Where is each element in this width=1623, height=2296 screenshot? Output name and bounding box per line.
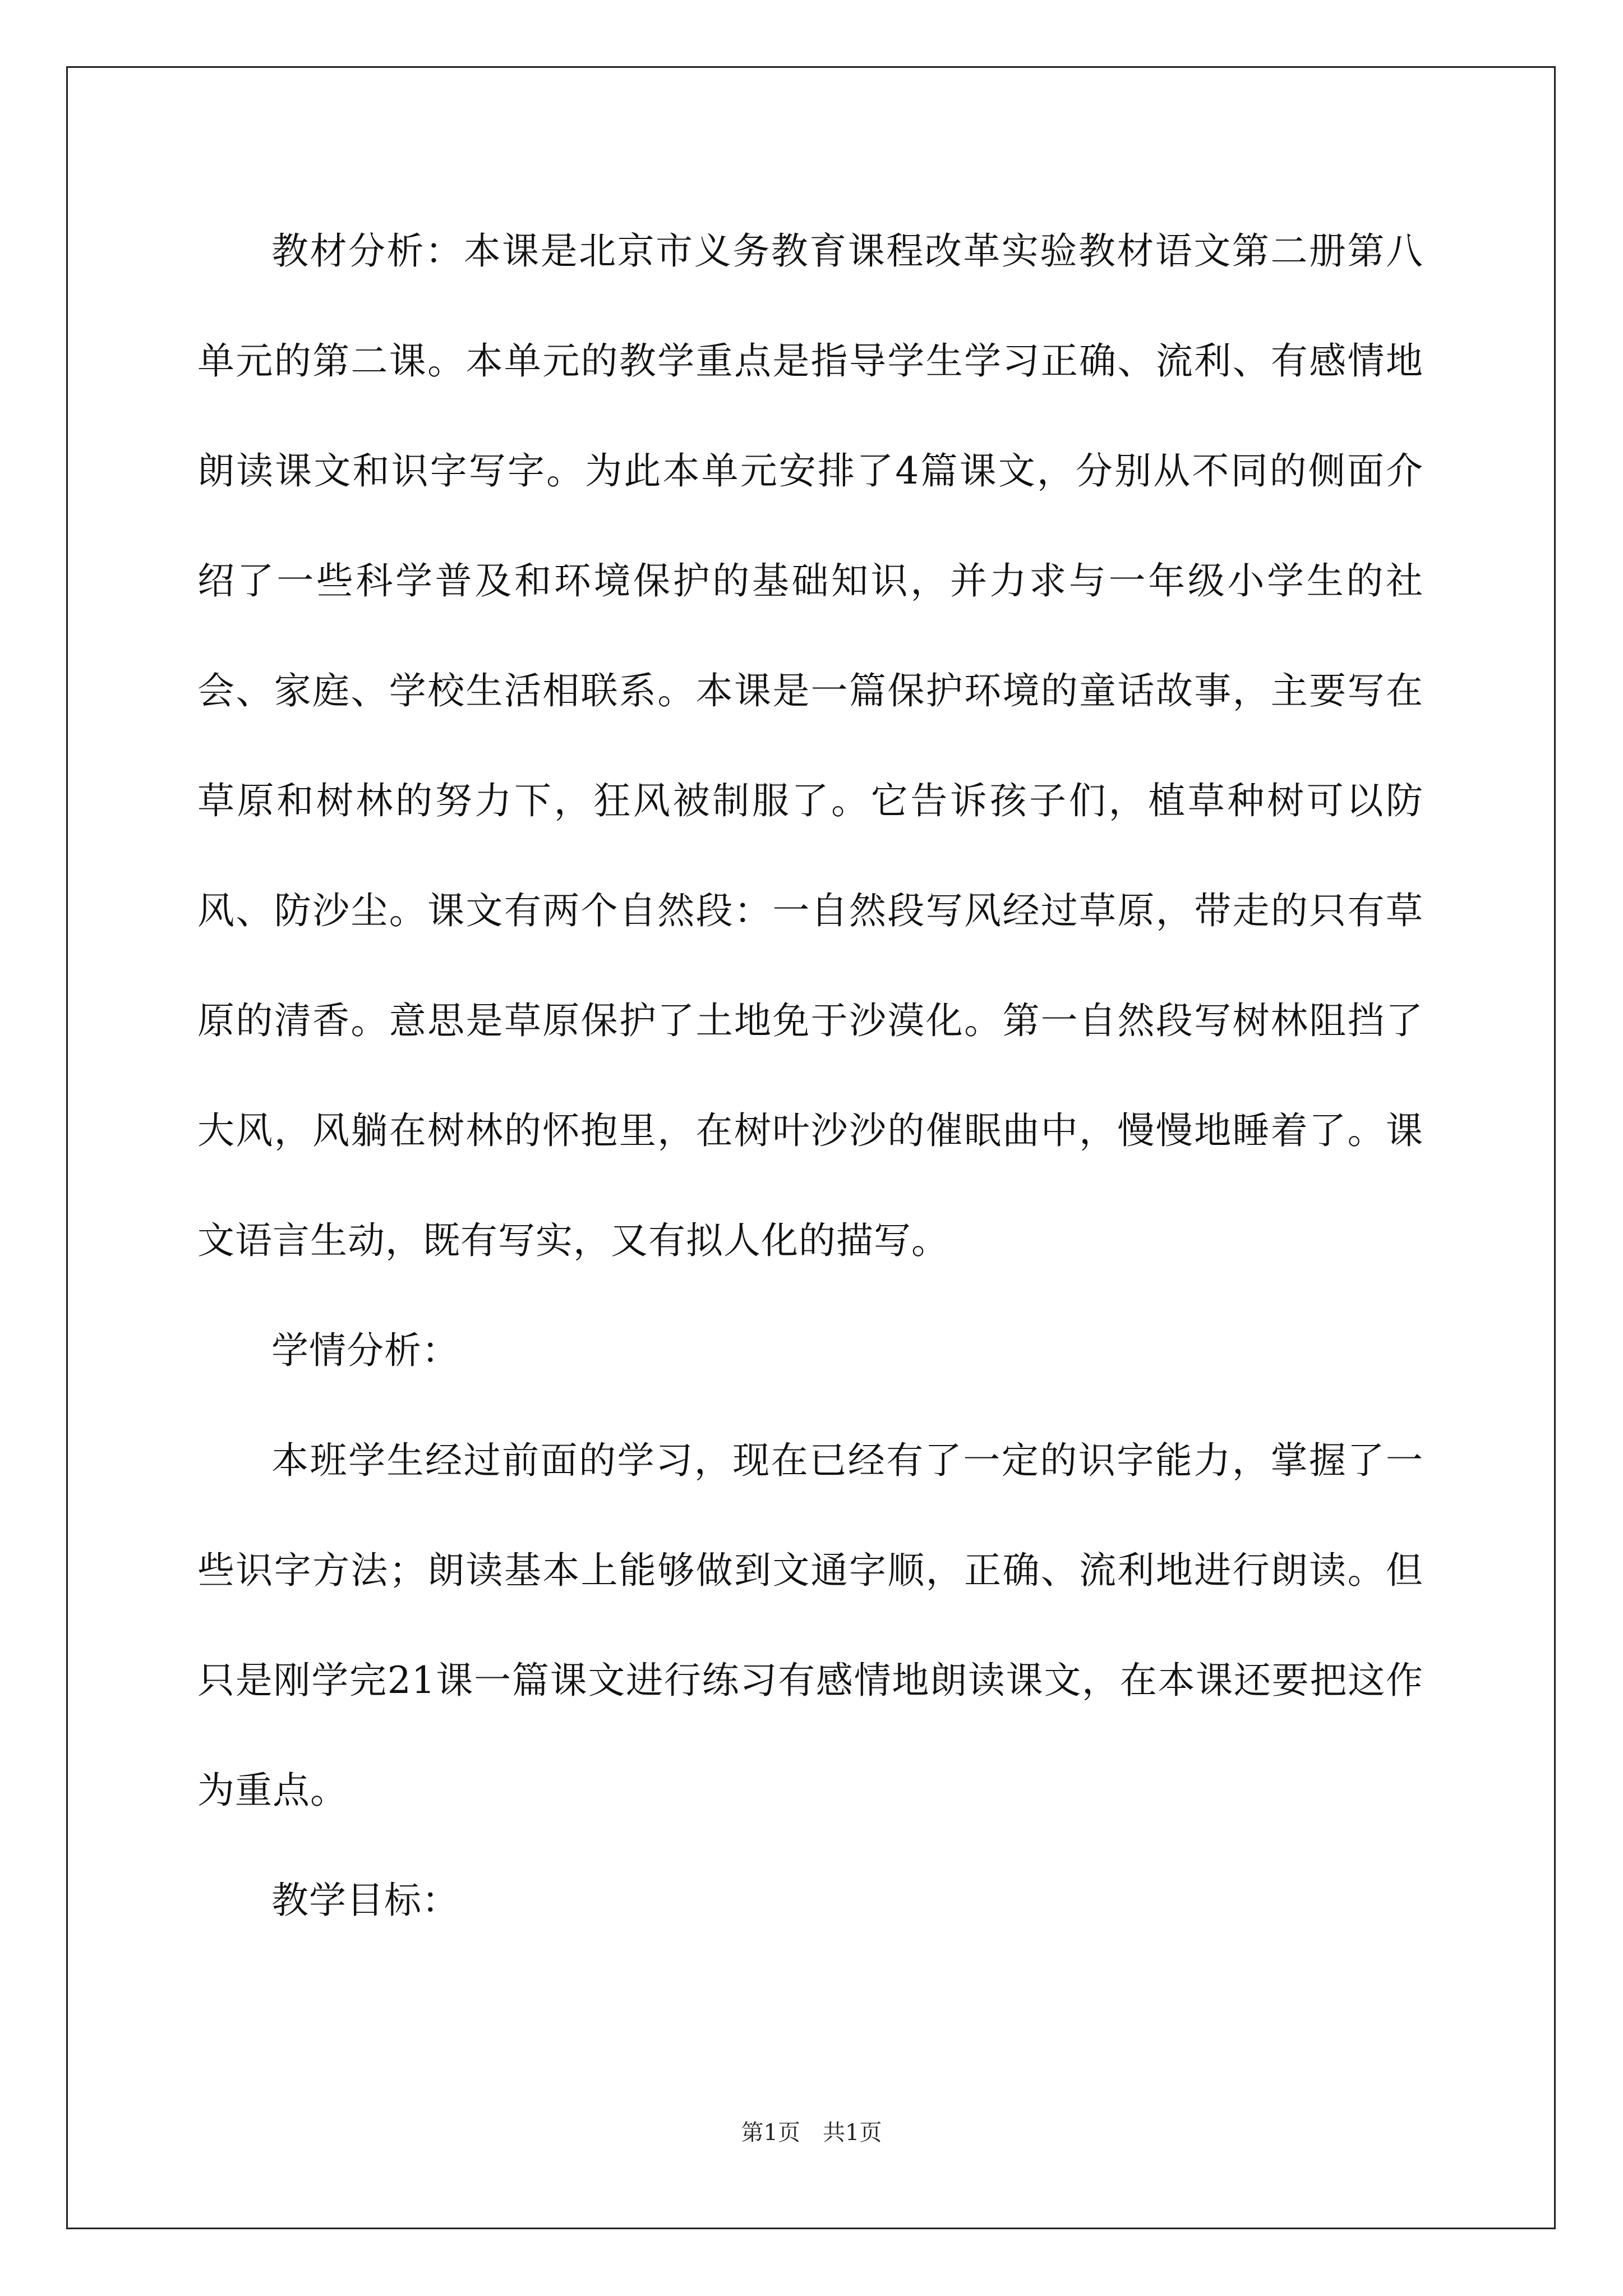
document-body <box>197 196 1423 1955</box>
page-number: 第1页 <box>741 2120 800 2146</box>
page-footer <box>0 2116 1623 2150</box>
heading-teaching-goals: 教学目标： <box>271 1879 459 1922</box>
paragraph-textbook-analysis: 教材分析：本课是北京市义务教育课程改革实验教材语文第二册第八单元的第二课。本单元的教学重点是指导学生学习正确、流利、有感情地朗读课文和识字写字。为此本单元安排了4篇课文，分别从不同的侧面介绍了一些科学普及和环境保护的基础知识，并力求与一年级小学生的社会、家庭、学校生活相联系。本课是一篇保护环境的童话故事，主要写在草原和树林的努力下，狂风被制服了。它告诉孩子们，植草种树可以防风、防沙尘。课文有两个自然段：一自然段写风经过草原，带走的只有草原的清香。意思是草原保护了土地免于沙漠化。第一自然段写树林阻挡了大风，风躺在树林的怀抱里，在树叶沙沙的催眠曲中，慢慢地睡着了。课文语言生动，既有写实，又有拟人化的描写。 <box>197 229 1423 1262</box>
heading-student-analysis: 学情分析： <box>271 1329 459 1372</box>
page-total: 共1页 <box>823 2120 882 2146</box>
paragraph-student-analysis: 本班学生经过前面的学习，现在已经有了一定的识字能力，掌握了一些识字方法；朗读基本上能够做到文通字顺，正确、流利地进行朗读。但只是刚学完21课一篇课文进行练习有感情地朗读课文，在本课还要把这作为重点。 <box>197 1439 1423 1812</box>
